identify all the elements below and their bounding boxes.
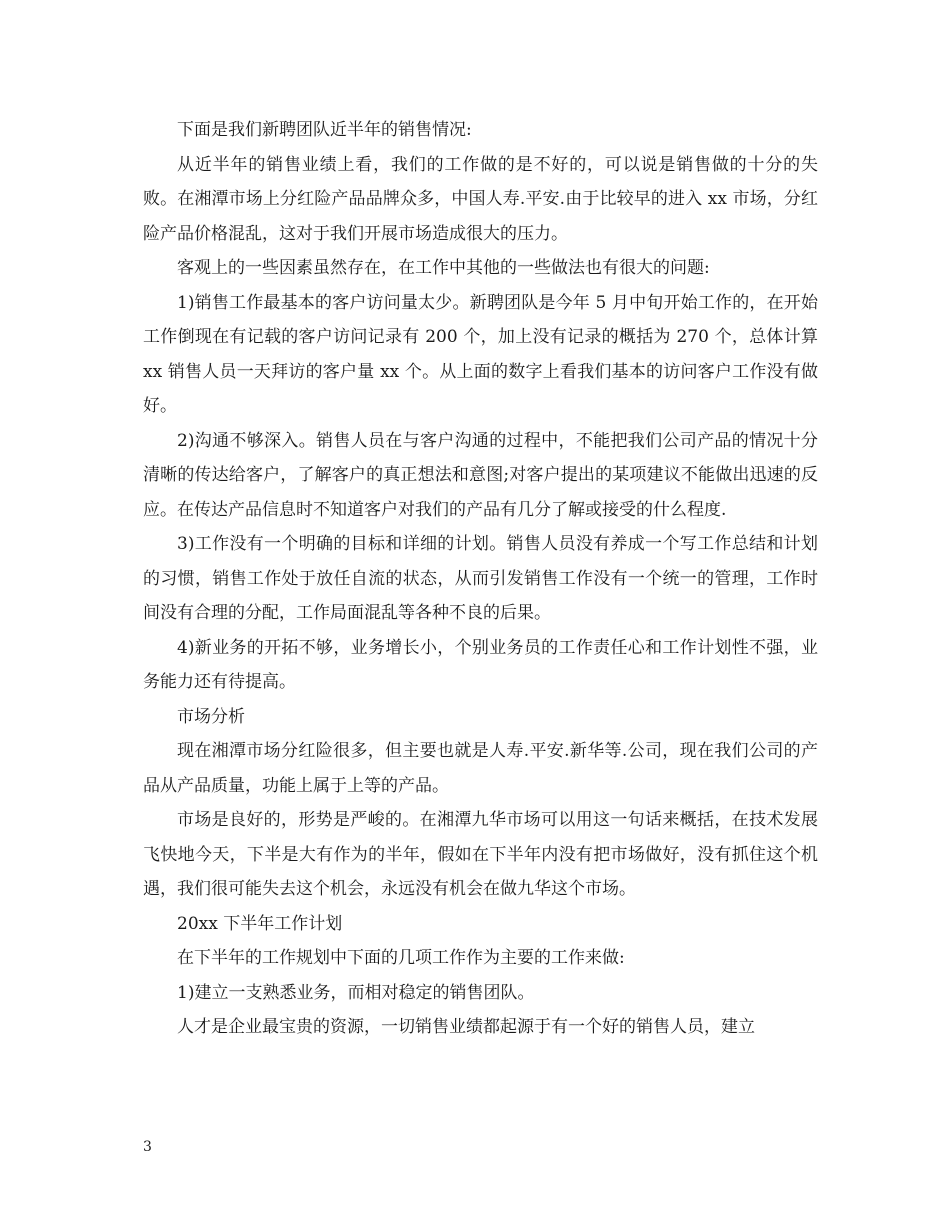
paragraph-plan-intro: 在下半年的工作规划中下面的几项工作作为主要的工作来做: bbox=[177, 948, 625, 968]
paragraph-issue-4: 4)新业务的开拓不够，业务增长小，个别业务员的工作责任心和工作计划性不强，业务能力还有待提高。 bbox=[143, 637, 818, 692]
paragraph-market-products: 现在湘潭市场分红险很多，但主要也就是人寿.平安.新华等.公司，现在我们公司的产品从产品质量，功能上属于上等的产品。 bbox=[143, 741, 818, 796]
heading-market-analysis: 市场分析 bbox=[177, 706, 245, 727]
paragraph-issue-3: 3)工作没有一个明确的目标和详细的计划。销售人员没有养成一个写工作总结和计划的习惯，销售工作处于放任自流的状态，从而引发销售工作没有一个统一的管理，工作时间没有合理的分配，工作局面混乱等各种不良的后果。 bbox=[143, 534, 818, 623]
paragraph-issue-2: 2)沟通不够深入。销售人员在与客户沟通的过程中，不能把我们公司产品的情况十分清晰的传达给客户，了解客户的真正想法和意图;对客户提出的某项建议不能做出迅速的反应。在传达产品信息时不知道客户对我们的产品有几分了解或接受的什么程度. bbox=[143, 430, 818, 520]
page-number: 3 bbox=[143, 1139, 152, 1155]
paragraph-performance: 从近半年的销售业绩上看，我们的工作做的是不好的，可以说是销售做的十分的失败。在湘潭市场上分红险产品品牌众多，中国人寿.平安.由于比较早的进入 xx 市场，分红险产品价格混乱，这对于我们开展市场造成很大的压力。 bbox=[143, 154, 818, 244]
paragraph-plan-item-1: 1)建立一支熟悉业务，而相对稳定的销售团队。 bbox=[177, 982, 535, 1003]
document-body bbox=[143, 113, 818, 1045]
paragraph-issue-1: 1)销售工作最基本的客户访问量太少。新聘团队是今年 5 月中旬开始工作的，在开始工作倒现在有记载的客户访问记录有 200 个，加上没有记录的概括为 270 个，总体计算 xx 销售人员一天拜访的客户量 xx 个。从上面的数字上看我们基本的访问客户工作没有做好。 bbox=[143, 292, 818, 416]
paragraph-market-outlook: 市场是良好的，形势是严峻的。在湘潭九华市场可以用这一句话来概括，在技术发展飞快地今天，下半是大有作为的半年，假如在下半年内没有把市场做好，没有抓住这个机遇，我们很可能失去这个机会，永远没有机会在做九华这个市场。 bbox=[143, 810, 818, 899]
heading-work-plan: 20xx 下半年工作计划 bbox=[177, 913, 343, 934]
paragraph-intro: 下面是我们新聘团队近半年的销售情况: bbox=[177, 120, 472, 140]
paragraph-talent: 人才是企业最宝贵的资源，一切销售业绩都起源于有一个好的销售人员，建立 bbox=[177, 1017, 755, 1037]
paragraph-objective-factors: 客观上的一些因素虽然存在，在工作中其他的一些做法也有很大的问题: bbox=[177, 258, 710, 278]
